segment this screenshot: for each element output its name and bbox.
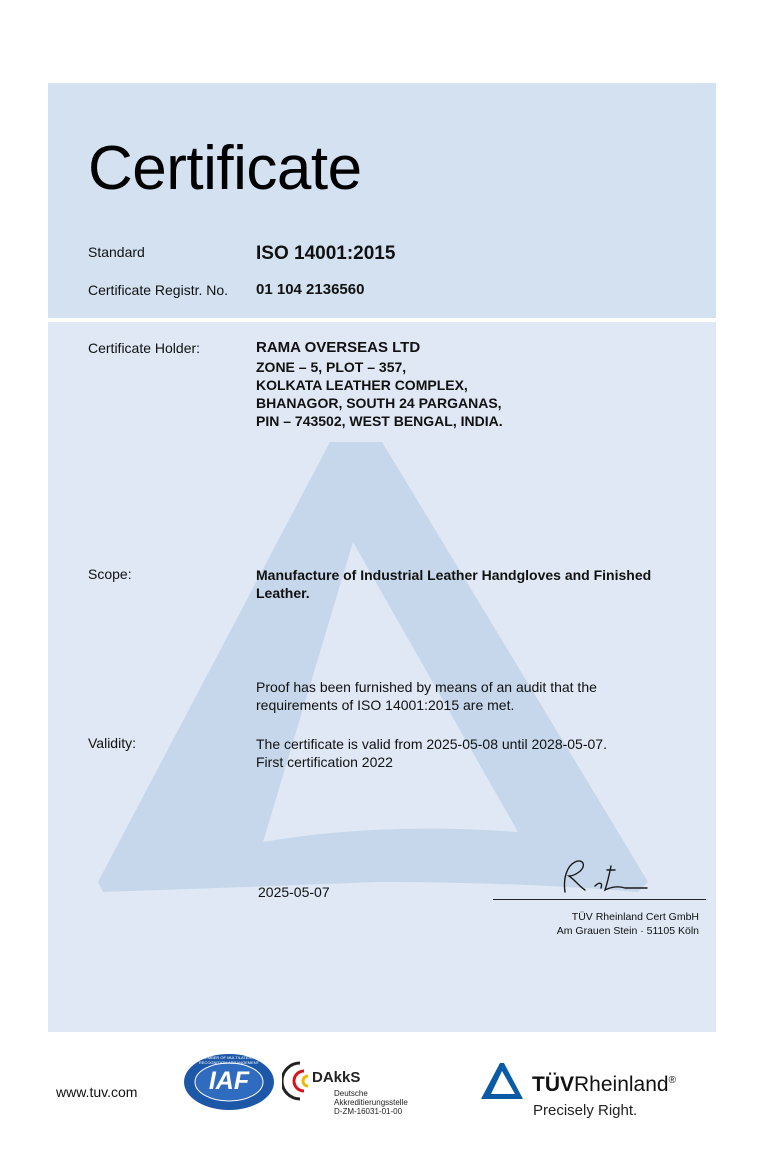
page-title: Certificate — [88, 134, 362, 203]
holder-address-line: PIN – 743502, WEST BENGAL, INDIA. — [256, 413, 503, 429]
scope-line: Leather. — [256, 585, 310, 601]
dakks-line: Deutsche — [334, 1089, 368, 1098]
validity-label: Validity: — [88, 735, 136, 751]
tuv-brand — [532, 1073, 676, 1097]
dakks-emblem-icon — [282, 1059, 312, 1103]
dakks-logo — [282, 1057, 417, 1119]
iaf-ring-text: MEMBER OF MULTILATERAL RECOGNITION ARRANGEMENT — [198, 1055, 260, 1065]
holder-block — [256, 339, 503, 430]
holder-address-line: ZONE – 5, PLOT – 357, — [256, 359, 407, 375]
registration-value: 01 104 2136560 — [256, 281, 365, 298]
website-link[interactable]: www.tuv.com — [56, 1084, 138, 1100]
tuv-tagline: Precisely Right. — [533, 1102, 638, 1119]
iaf-text: IAF — [208, 1067, 250, 1095]
proof-line: Proof has been furnished by means of an audit that the — [256, 679, 597, 695]
scope-line: Manufacture of Industrial Leather Handgloves and Finished — [256, 567, 652, 583]
dakks-name: DAkkS — [312, 1069, 361, 1086]
dakks-line: D-ZM-16031-01-00 — [334, 1107, 403, 1116]
tuv-triangle-icon — [479, 1061, 525, 1101]
scope-text — [256, 566, 651, 602]
signature-line — [493, 899, 706, 900]
registered-mark: ® — [668, 1075, 676, 1086]
holder-address-line: BHANAGOR, SOUTH 24 PARGANAS, — [256, 395, 502, 411]
tuv-brand-regular: Rheinland — [574, 1073, 669, 1096]
proof-line: requirements of ISO 14001:2015 are met. — [256, 697, 515, 713]
validity-text — [256, 735, 607, 771]
registration-label: Certificate Registr. No. — [88, 282, 229, 298]
dakks-line: Akkreditierungsstelle — [334, 1098, 408, 1107]
validity-line: The certificate is valid from 2025-05-08 until 2028-05-07. — [256, 736, 607, 752]
issuer-address: Am Grauen Stein · 51105 Köln — [556, 925, 699, 937]
issuer-name: TÜV Rheinland Cert GmbH — [571, 911, 699, 923]
standard-value: ISO 14001:2015 — [256, 243, 396, 264]
holder-name: RAMA OVERSEAS LTD — [256, 339, 421, 356]
validity-line: First certification 2022 — [256, 754, 393, 770]
scope-label: Scope: — [88, 566, 132, 582]
dakks-text — [334, 1089, 408, 1116]
standard-label: Standard — [88, 244, 145, 260]
signature-icon — [555, 856, 650, 898]
holder-address-line: KOLKATA LEATHER COMPLEX, — [256, 377, 468, 393]
iaf-logo — [183, 1053, 275, 1111]
proof-text — [256, 678, 597, 714]
holder-label: Certificate Holder: — [88, 340, 201, 356]
tuv-brand-bold: TÜV — [532, 1073, 574, 1096]
issue-date: 2025-05-07 — [258, 884, 330, 900]
